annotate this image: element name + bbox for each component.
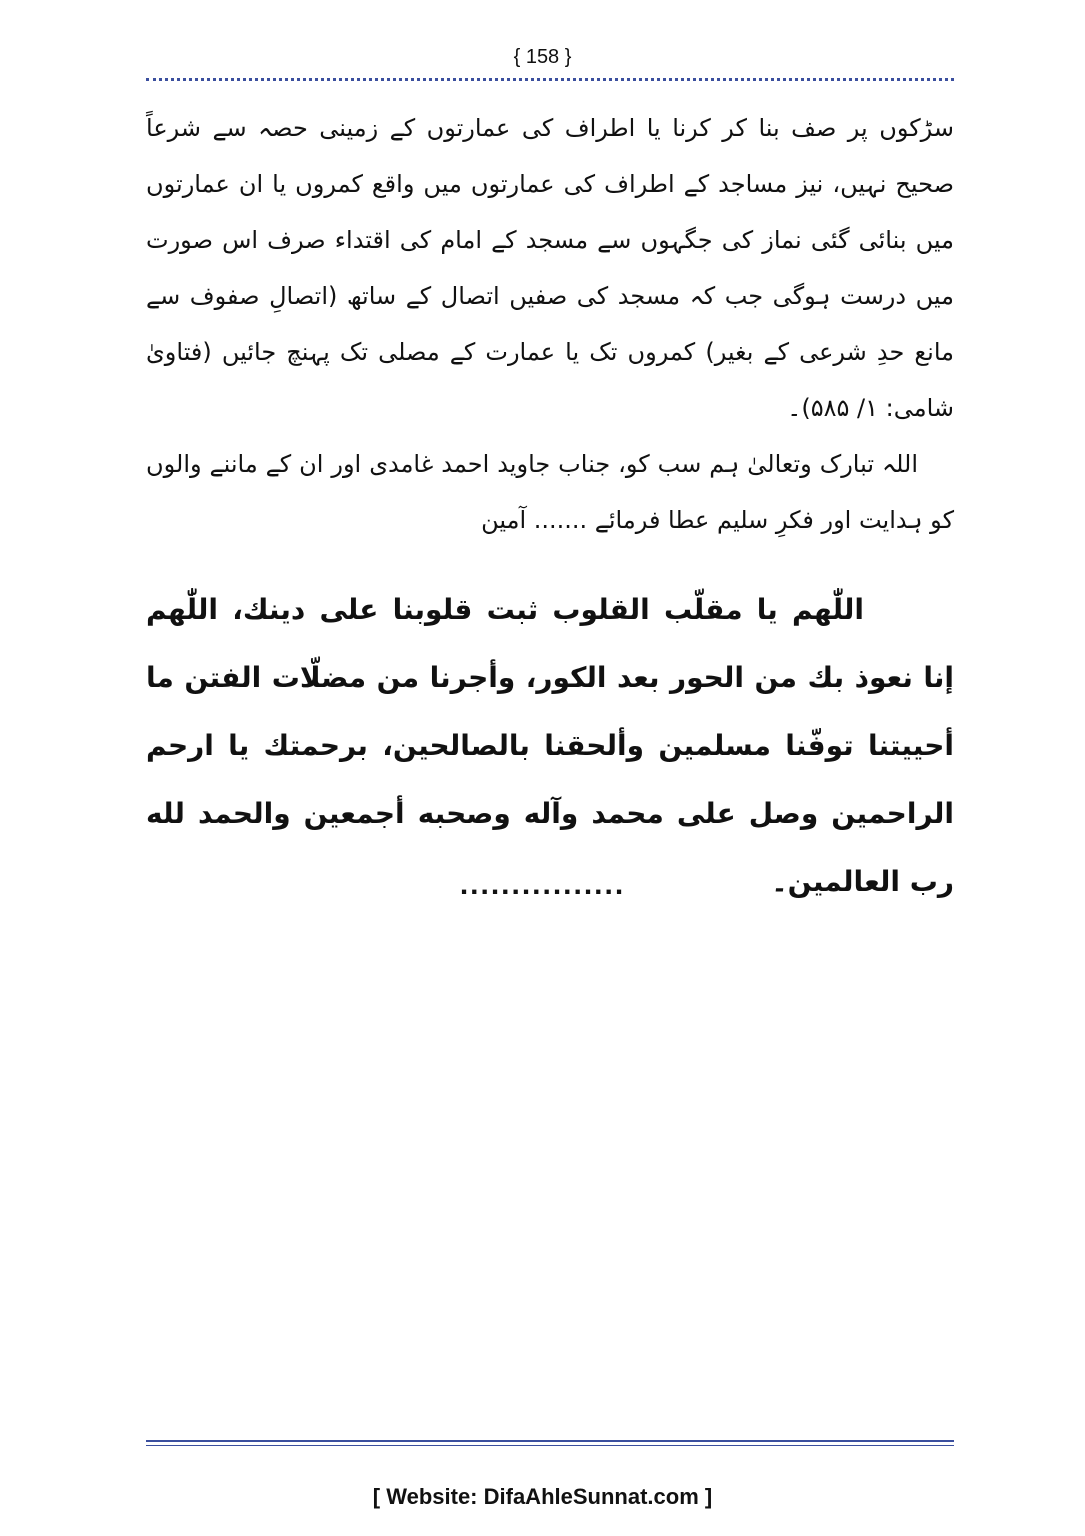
body-paragraph-2: اللہ تبارک وتعالیٰ ہم سب کو، جناب جاوید احمد غامدی اور ان کے ماننے والوں کو ہدایت اور فکرِ سلیم عطا فرمائے ....... آمین (146, 450, 954, 534)
end-dots-marker: ................ (459, 868, 626, 901)
header-dotted-divider (146, 78, 954, 81)
arabic-dua-paragraph: اللّٰهم یا مقلّب القلوب ثبت قلوبنا علی دینك، اللّٰهم إنا نعوذ بك من الحور بعد الكور، وأجرنا من مضلّات الفتن ما أحييتنا توفّنا مسلمين وألحقنا بالصالحين، برحمتك يا ارحم الراحمين وصل على محمد وآله وصحبه أجمعين والحمد لله رب العالمين۔ (146, 593, 954, 898)
body-paragraph-1: سڑکوں پر صف بنا کر کرنا یا اطراف کی عمارتوں کے زمینی حصہ سے شرعاً صحیح نہیں، نیز مساجد کے اطراف کی عمارتوں میں واقع کمروں یا ان عمارتوں میں بنائی گئی نماز کی جگہوں سے مسجد کے امام کی اقتداء صرف اس صورت میں درست ہوگی جب کہ مسجد کی صفیں اتصال کے ساتھ (اتصالِ صفوف سے مانع حدِ شرعی کے بغیر) کمروں تک یا عمارت کے مصلی تک پہنچ جائیں (فتاویٰ شامی: ۱/ ۵۸۵)۔ (146, 114, 954, 422)
footer-website: [ Website: DifaAhleSunnat.com ] (372, 1484, 713, 1509)
page-number: { 158 } (513, 46, 572, 68)
footer-divider (146, 1440, 954, 1446)
